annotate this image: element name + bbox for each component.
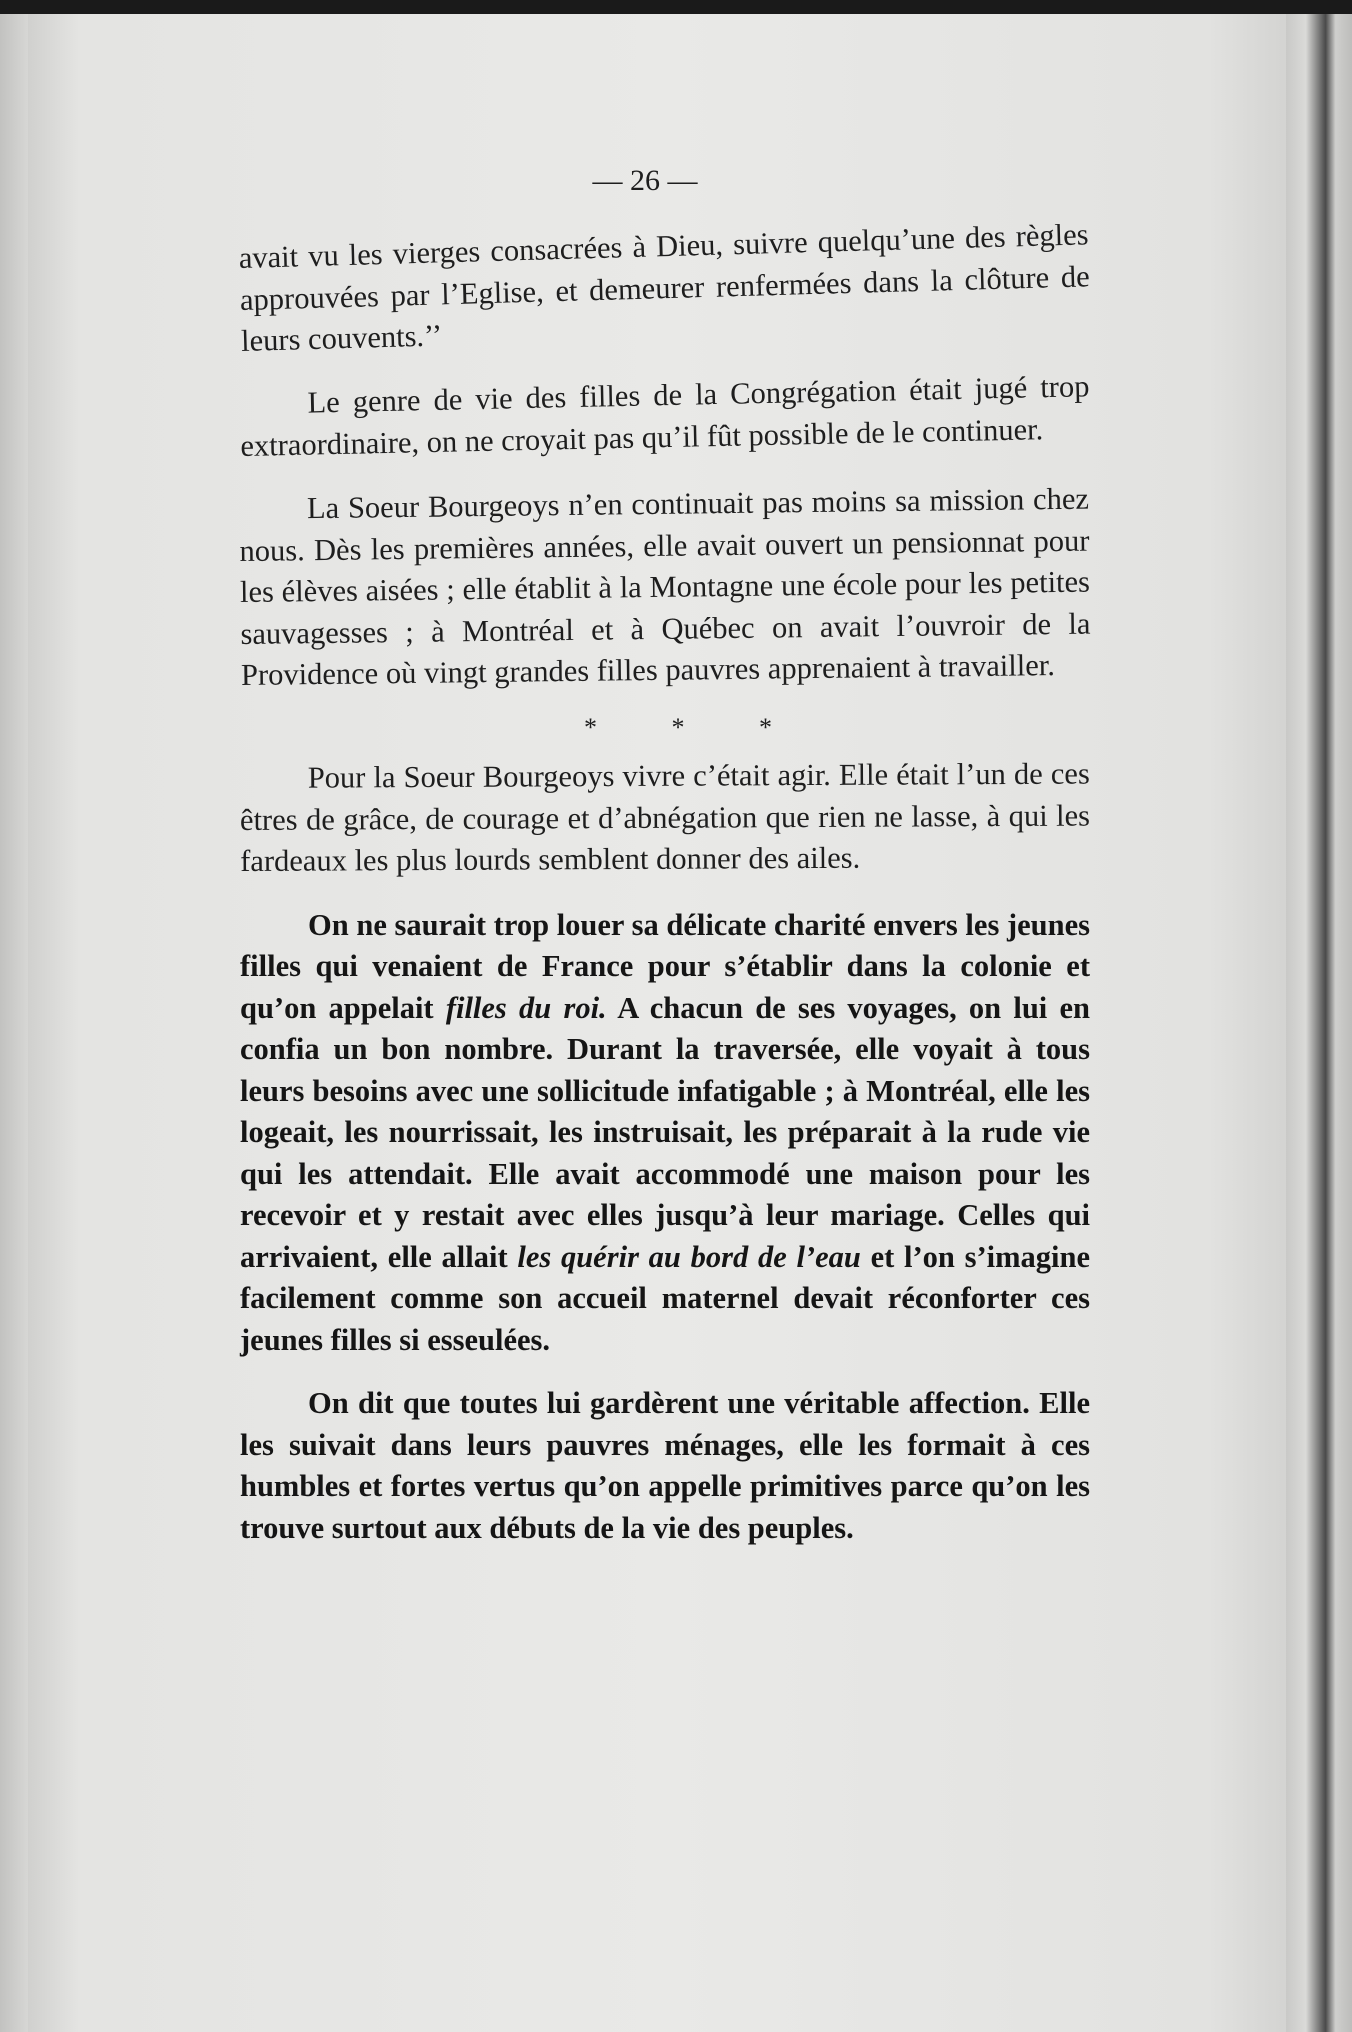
paragraph-5-italic-a: filles du roi. <box>445 990 607 1025</box>
page-text <box>240 160 1090 1549</box>
page-number: — 26 — <box>592 164 698 197</box>
paragraph-5-part-c: et l’on s’imagine facilement comme son accueil maternel devait réconforter ces jeunes filles si esseulées. <box>240 1239 1090 1357</box>
paragraph-5-part-a: On ne saurait trop louer sa délicate charité envers les jeunes filles qui venaient de France pour s’établir dans la colonie et qu’on appelait <box>240 907 1090 1025</box>
book-spine-edge <box>1286 14 1352 2032</box>
paragraph-6: On dit que toutes lui gardèrent une véritable affection. Elle les suivait dans leurs pauvres ménages, elle les formait à ces humbles et fortes vertus qu’on appelle primitives parce qu’on les trouve surtout aux débuts de la vie des peuples. <box>240 1386 1090 1545</box>
paragraph-5-italic-b: les quérir au bord de l’eau <box>517 1239 861 1274</box>
paragraph-5-part-b: A chacun de ses voyages, on lui en confia un bon nombre. Durant la traversée, elle voyait à tous leurs besoins avec une sollicitude infatigable ; à Montréal, elle les logeait, les nourrissait, les instruisait, les préparait à la rude vie qui les attendait. Elle avait accommodé une maison pour les recevoir et y restait avec elles jusqu’à leur mariage. Celles qui arrivaient, elle allait <box>240 990 1090 1274</box>
paragraph-1: avait vu les vierges consacrées à Dieu, suivre quelqu’une des règles approuvées par l’Eglise, et demeurer renfermées dans la clôture de leurs couvents.’’ <box>238 216 1091 358</box>
page-left-shadow <box>0 14 30 2032</box>
paragraph-5 <box>240 905 1090 1362</box>
paragraph-3: La Soeur Bourgeoys n’en continuait pas moins sa mission chez nous. Dès les premières années, elle avait ouvert un pensionnat pour les élèves aisées ; elle établit à la Montagne une école pour les petites sauvagesses ; à Montréal et à Québec on avait l’ouvroir de la Providence où vingt grandes filles pauvres apprenaient à travailler. <box>239 481 1091 692</box>
paragraph-2: Le genre de vie des filles de la Congrégation était jugé trop extraordinaire, on ne croyait pas qu’il fût possible de le continuer. <box>240 369 1090 463</box>
paragraph-4: Pour la Soeur Bourgeoys vivre c’était agir. Elle était l’un de ces êtres de grâce, de courage et d’abnégation que rien ne lasse, à qui les fardeaux les plus lourds semblent donner des ailes. <box>239 756 1091 878</box>
section-separator: * * * <box>584 712 806 742</box>
